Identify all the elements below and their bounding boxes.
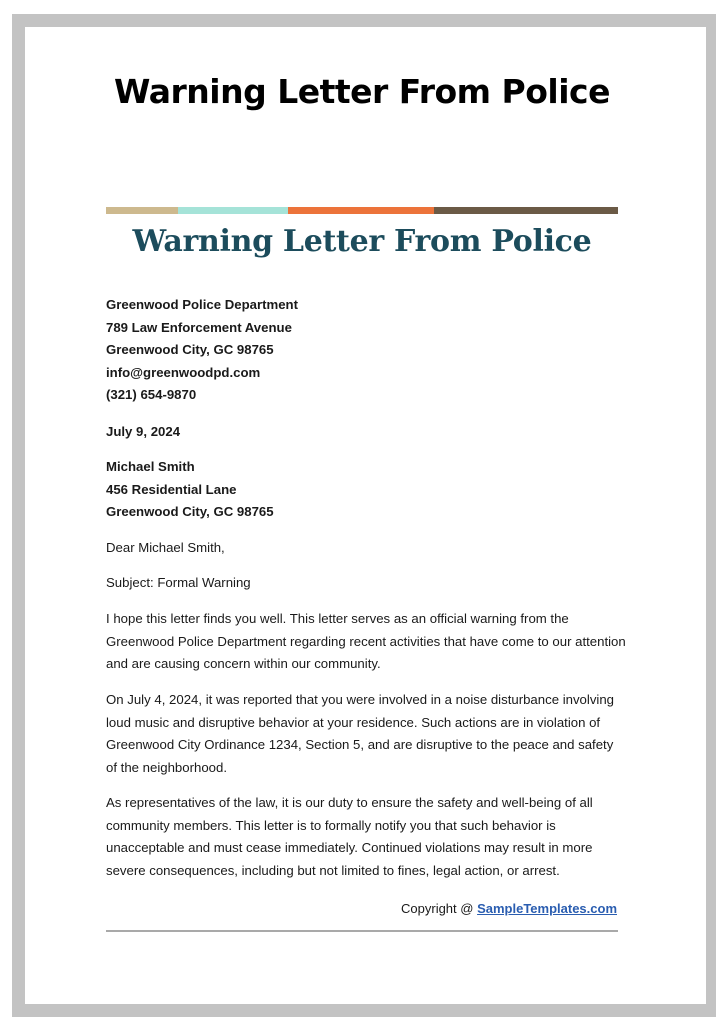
sender-street: 789 Law Enforcement Avenue (106, 319, 292, 335)
recipient-address (106, 456, 274, 524)
body-paragraph: As representatives of the law, it is our duty to ensure the safety and well-being of all community members. This letter is to formally notify you that such behavior is unacceptable and must cease immediately. Continued violations may result in more severe consequences, including but not limited to fines, legal action, or arrest. (106, 795, 593, 878)
sampletemplates-link[interactable]: SampleTemplates.com (477, 901, 617, 916)
salutation: Dear Michael Smith, (106, 540, 225, 555)
sender-address (106, 294, 298, 407)
copyright-prefix: Copyright @ (401, 901, 478, 916)
decorative-color-bar (106, 207, 618, 214)
sender-city: Greenwood City, GC 98765 (106, 342, 274, 357)
body-paragraph: On July 4, 2024, it was reported that you were involved in a noise disturbance involving loud music and disruptive behavior at your residence. Such actions are in violation of Greenwood City Ordinance 1234, Section 5, and are disruptive to the peace and safety of the neighborhood. (106, 692, 615, 775)
color-bar-segment (178, 207, 288, 214)
footer-divider (106, 930, 618, 932)
recipient-city: Greenwood City, GC 98765 (106, 504, 274, 519)
letter-title: Warning Letter From Police (132, 224, 592, 259)
letter-date: July 9, 2024 (106, 424, 181, 439)
color-bar-segment (106, 207, 178, 214)
sender-name: Greenwood Police Department (106, 297, 298, 312)
subject-line: Subject: Formal Warning (106, 575, 251, 590)
recipient-name: Michael Smith (106, 459, 195, 474)
sender-phone: (321) 654-9870 (106, 387, 197, 402)
color-bar-segment (288, 207, 434, 214)
sender-email: info@greenwoodpd.com (106, 364, 261, 380)
body-paragraph: I hope this letter finds you well. This letter serves as an official warning from the Greenwood Police Department regarding recent activities that have come to our attention and are causing concern within our community. (106, 611, 626, 672)
page-heading: Warning Letter From Police (114, 72, 610, 111)
copyright-notice (401, 901, 617, 916)
color-bar-segment (434, 207, 618, 214)
recipient-street: 456 Residential Lane (106, 481, 237, 497)
